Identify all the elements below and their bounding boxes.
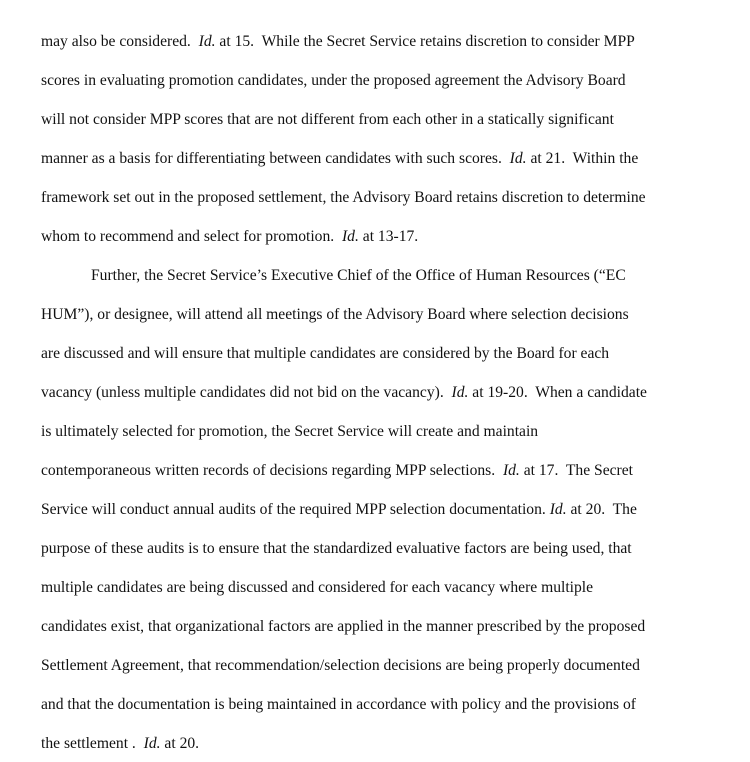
text-line: is ultimately selected for promotion, the Secret Service will create and maintain <box>41 423 539 440</box>
text-line: multiple candidates are being discussed and considered for each vacancy where multiple <box>41 579 594 596</box>
text-line: whom to recommend and select for promotion. Id. at 13-17. <box>41 228 419 245</box>
text-line: framework set out in the proposed settlement, the Advisory Board retains discretion to determine <box>41 189 646 206</box>
text-line: purpose of these audits is to ensure that the standardized evaluative factors are being used, that <box>41 540 632 557</box>
text-line: the settlement . Id. at 20. <box>41 735 200 752</box>
text-line: are discussed and will ensure that multiple candidates are considered by the Board for each <box>41 345 610 362</box>
text-line: candidates exist, that organizational factors are applied in the manner prescribed by the proposed <box>41 618 646 635</box>
text-line: Settlement Agreement, that recommendation/selection decisions are being properly documented <box>41 657 640 674</box>
text-line: HUM”), or designee, will attend all meetings of the Advisory Board where selection decisions <box>41 306 629 323</box>
text-line: may also be considered. Id. at 15. While the Secret Service retains discretion to consider MPP <box>41 33 635 50</box>
text-line: and that the documentation is being maintained in accordance with policy and the provisions of <box>41 696 636 713</box>
text-line: will not consider MPP scores that are not different from each other in a statically significant <box>41 111 614 128</box>
text-line: manner as a basis for differentiating between candidates with such scores. Id. at 21. Within the <box>41 150 639 167</box>
text-line: scores in evaluating promotion candidates, under the proposed agreement the Advisory Board <box>41 72 626 89</box>
text-line: contemporaneous written records of decisions regarding MPP selections. Id. at 17. The Secret <box>41 462 633 479</box>
text-line: Further, the Secret Service’s Executive Chief of the Office of Human Resources (“EC <box>91 267 626 284</box>
text-line: Service will conduct annual audits of the required MPP selection documentation. Id. at 20. The <box>41 501 637 518</box>
text-line: vacancy (unless multiple candidates did not bid on the vacancy). Id. at 19-20. When a candidate <box>41 384 647 401</box>
